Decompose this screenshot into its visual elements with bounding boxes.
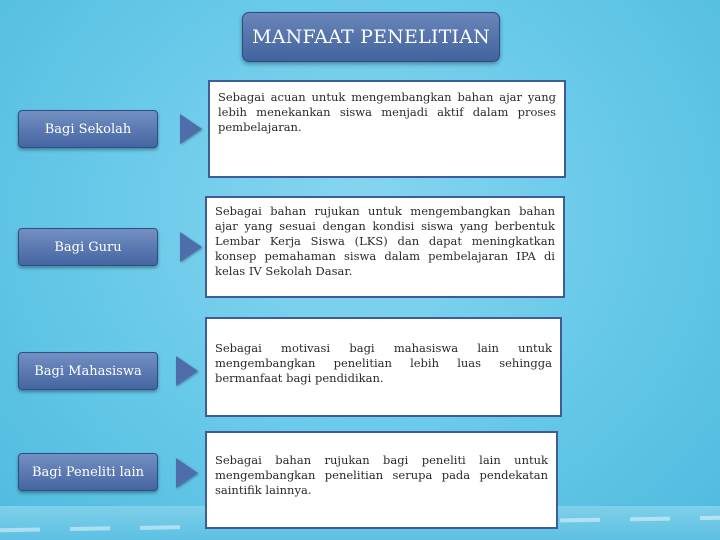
label-bagi-sekolah: Bagi Sekolah (18, 110, 158, 148)
arrow-right-icon (176, 356, 198, 386)
label-bagi-peneliti-lain: Bagi Peneliti lain (18, 453, 158, 491)
slide-title: MANFAAT PENELITIAN (242, 12, 500, 62)
arrow-right-icon (180, 232, 202, 262)
description-bagi-mahasiswa: Sebagai motivasi bagi mahasiswa lain untuk mengembangkan penelitian lebih luas sehingga bermanfaat bagi pendidikan. (205, 317, 562, 417)
description-bagi-peneliti-lain: Sebagai bahan rujukan bagi peneliti lain untuk mengembangkan penelitian serupa pada pendekatan saintifik lainnya. (205, 431, 558, 529)
description-bagi-sekolah: Sebagai acuan untuk mengembangkan bahan ajar yang lebih menekankan siswa menjadi aktif dalam proses pembelajaran. (208, 80, 566, 178)
description-bagi-guru: Sebagai bahan rujukan untuk mengembangkan bahan ajar yang sesuai dengan kondisi siswa yang berbentuk Lembar Kerja Siswa (LKS) dan dapat meningkatkan konsep pemahaman siswa dalam pembelajaran IPA di kelas IV Sekolah Dasar. (205, 196, 565, 298)
label-bagi-guru: Bagi Guru (18, 228, 158, 266)
label-bagi-mahasiswa: Bagi Mahasiswa (18, 352, 158, 390)
arrow-right-icon (176, 458, 198, 488)
arrow-right-icon (180, 114, 202, 144)
